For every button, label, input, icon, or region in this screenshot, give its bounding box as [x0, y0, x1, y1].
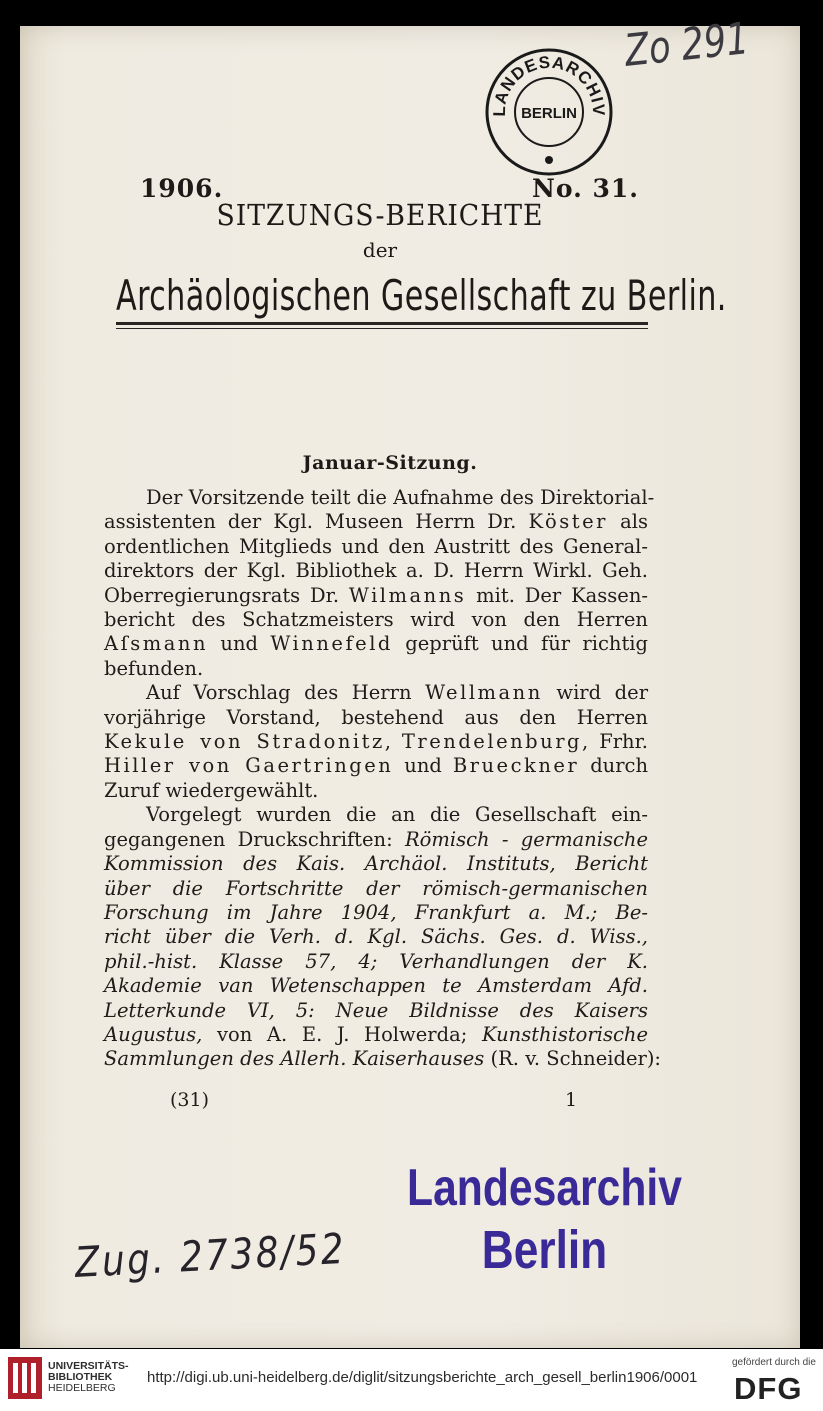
stamp-rect-line2: Berlin: [481, 1220, 608, 1280]
archive-rect-stamp: [372, 1158, 717, 1280]
dfg-logo[interactable]: DFG: [734, 1371, 803, 1406]
paragraph-3: Vorgelegt wurden die an die Gesellschaft ein- gegangenen Druckschriften: Römisch - germanische Kommission des Kais. Archäol. Instituts, Bericht über die Fortschritte der römisch-germanischen Forschung im Jahre 1904, Frankfurt a. M.; Be- richt über die Verh. d. Kgl. Sächs. Ges. d. Wiss., phil.-hist. Klasse 57, 4; Verhandlungen der K. Akademie van Wetenschappen te Amsterdam Afd. Letterkunde VI, 5: Neue Bildnisse des Kaisers Augustus, von A. E. J. Holwerda; Kunsthistorische Sammlungen des Allerh. Kaiserhauses (R. v. Schneider):: [104, 803, 661, 1071]
title-der: der: [362, 238, 398, 262]
university-library-name: UNIVERSITÄTS- BIBLIOTHEK HEIDELBERG: [48, 1360, 129, 1394]
stamp-circle-center: BERLIN: [521, 105, 577, 122]
stamp-circle-text: LANDESARCHIV: [489, 52, 609, 117]
archive-circle-stamp: [483, 46, 615, 178]
header-number: No. 31.: [532, 174, 639, 203]
title-rule-thick: [116, 322, 648, 325]
page-number: 1: [565, 1089, 578, 1111]
section-heading: Januar-Sitzung.: [302, 452, 478, 474]
document-url-link[interactable]: http://digi.ub.uni-heidelberg.de/diglit/sitzungsberichte_arch_gesell_berlin1906/0001: [147, 1369, 698, 1386]
viewer-footer: [0, 1349, 823, 1411]
paragraph-2: Auf Vorschlag des Herrn Wellmann wird der vorjährige Vorstand, bestehend aus den Herren Kekule von Stradonitz, Trendelenburg, Frhr. Hiller von Gaertringen und Brueckner durch Zuruf wiedergewählt.: [104, 681, 649, 802]
signature-mark: (31): [170, 1089, 210, 1111]
document-page: [20, 13, 800, 1348]
title-society: Archäologischen Gesellschaft zu Berlin.: [116, 271, 727, 320]
header-year: 1906.: [140, 174, 224, 203]
stamp-rect-line1: Landesarchiv: [407, 1159, 682, 1217]
title-main: SITZUNGS-BERICHTE: [216, 198, 544, 232]
paragraph-1: Der Vorsitzende teilt die Aufnahme des Direktorial- assistenten der Kgl. Museen Herrn Dr. Köster als ordentlichen Mitglieds und den Austritt des General- direktors der Kgl. Bibliothek a. D. Herrn Wirkl. Geh. Oberregierungsrats Dr. Wilmanns mit. Der Kassen- bericht des Schatzmeisters wird von den Herren Aſsmann und Winnefeld geprüft und für richtig befunden.: [104, 486, 655, 680]
university-library-logo-icon[interactable]: [8, 1357, 42, 1399]
title-rule-thin: [116, 328, 648, 329]
handwritten-shelfmark: Zo 291: [622, 13, 752, 77]
funded-by-label: gefördert durch die: [732, 1357, 816, 1368]
body-text: [104, 486, 661, 1072]
handwritten-accession: Zug. 2738/52: [73, 1223, 348, 1287]
